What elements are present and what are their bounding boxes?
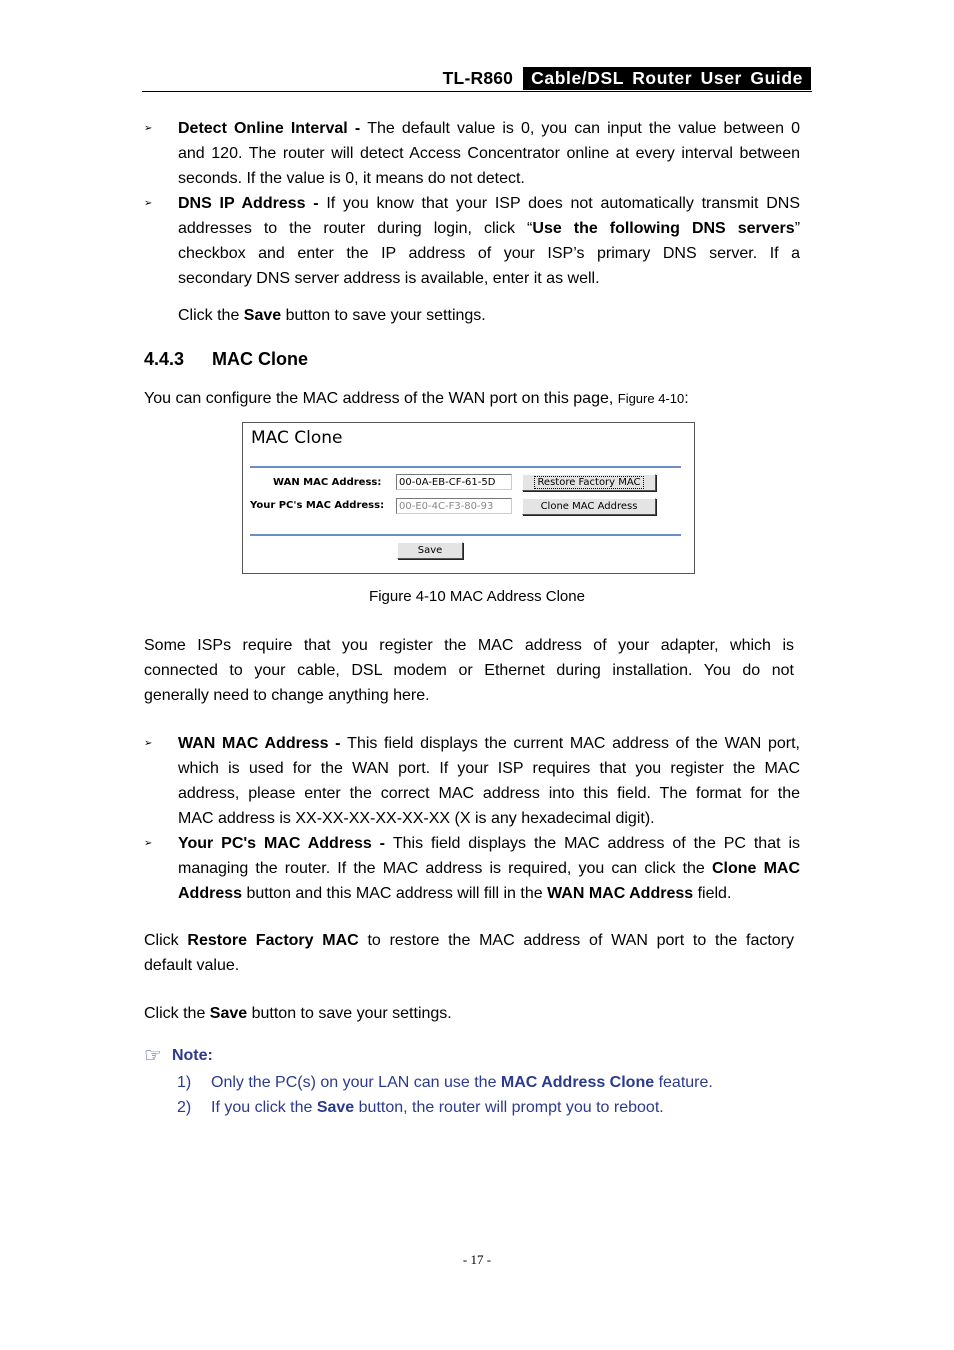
- term: Detect Online Interval -: [178, 120, 368, 137]
- term: WAN MAC Address -: [178, 735, 348, 752]
- restore-factory-mac-button[interactable]: Restore Factory MAC: [522, 474, 656, 491]
- clone-mac-address-button[interactable]: Clone MAC Address: [522, 498, 656, 515]
- figure-reference: Figure 4-10: [617, 391, 685, 406]
- wan-mac-label: WAN MAC Address:: [273, 477, 382, 488]
- save-instruction-2: Click the Save button to save your settings.: [144, 1005, 452, 1022]
- term: Your PC's MAC Address -: [178, 835, 393, 852]
- pointing-hand-icon: ☞: [144, 1045, 162, 1067]
- section-heading: [144, 349, 308, 370]
- bullet-pc-mac-address: ➢ Your PC's MAC Address - This field displays the MAC address of the PC that is managing the router. If the MAC address is required, you can click the Clone MAC Address button and this MAC address will fill in the WAN MAC Address field.: [144, 831, 800, 906]
- note-item: 1) Only the PC(s) on your LAN can use the MAC Address Clone feature.: [177, 1074, 713, 1091]
- header-rule: [142, 91, 812, 92]
- bullet-dns-ip-address: ➢ DNS IP Address - If you know that your ISP does not automatically transmit DNS addresses to the router during login, click “Use the following DNS servers” checkbox and enter the IP address of your ISP’s primary DNS server. If a secondary DNS server address is available, enter it as well.: [144, 191, 800, 291]
- term: DNS IP Address -: [178, 195, 327, 212]
- mac-clone-figure: [242, 422, 695, 574]
- save-instruction: Click the Save button to save your settings.: [178, 307, 486, 324]
- pc-mac-input[interactable]: 00-E0-4C-F3-80-93: [396, 498, 512, 514]
- bullet-arrow-icon: ➢: [144, 198, 153, 209]
- intro-text: You can configure the MAC address of the WAN port on this page, Figure 4-10:: [144, 390, 689, 407]
- bullet-detect-online-interval: ➢ Detect Online Interval - The default value is 0, you can input the value between 0 and 120. The router will detect Access Concentrator online at every interval between seconds. If the value is 0, it means do not detect.: [144, 116, 800, 191]
- save-button[interactable]: Save: [397, 542, 463, 559]
- bullet-wan-mac-address: ➢ WAN MAC Address - This field displays the current MAC address of the WAN port, which is used for the WAN port. If your ISP requires that you register the MAC address, please enter the correct MAC address into this field. The format for the MAC address is XX-XX-XX-XX-XX-XX (X is any hexadecimal digit).: [144, 731, 800, 831]
- figure-top-rule: [250, 466, 681, 468]
- figure-title: MAC Clone: [251, 428, 343, 448]
- bullet-arrow-icon: ➢: [144, 738, 153, 749]
- header-guide-title: Cable/DSL Router User Guide: [523, 67, 811, 90]
- section-number: 4.4.3: [144, 349, 185, 369]
- bullet-arrow-icon: ➢: [144, 838, 153, 849]
- bullet-arrow-icon: ➢: [144, 123, 153, 134]
- isp-paragraph: Some ISPs require that you register the MAC address of your adapter, which is connected to your cable, DSL modem or Ethernet during installation. You do not generally need to change anything here.: [144, 637, 794, 704]
- header-model: TL-R860: [442, 67, 514, 88]
- page-number: - 17 -: [462, 1252, 492, 1267]
- note-heading: ☞ Note:: [144, 1045, 213, 1067]
- figure-bottom-rule: [250, 534, 681, 536]
- page-header: [443, 66, 811, 90]
- section-title: MAC Clone: [212, 349, 308, 369]
- restore-paragraph: Click Restore Factory MAC to restore the MAC address of WAN port to the factory default value.: [144, 932, 795, 974]
- figure-caption: Figure 4-10 MAC Address Clone: [369, 588, 585, 605]
- wan-mac-input[interactable]: 00-0A-EB-CF-61-5D: [396, 474, 512, 490]
- note-item: 2) If you click the Save button, the router will prompt you to reboot.: [177, 1099, 664, 1116]
- pc-mac-label: Your PC's MAC Address:: [250, 500, 385, 511]
